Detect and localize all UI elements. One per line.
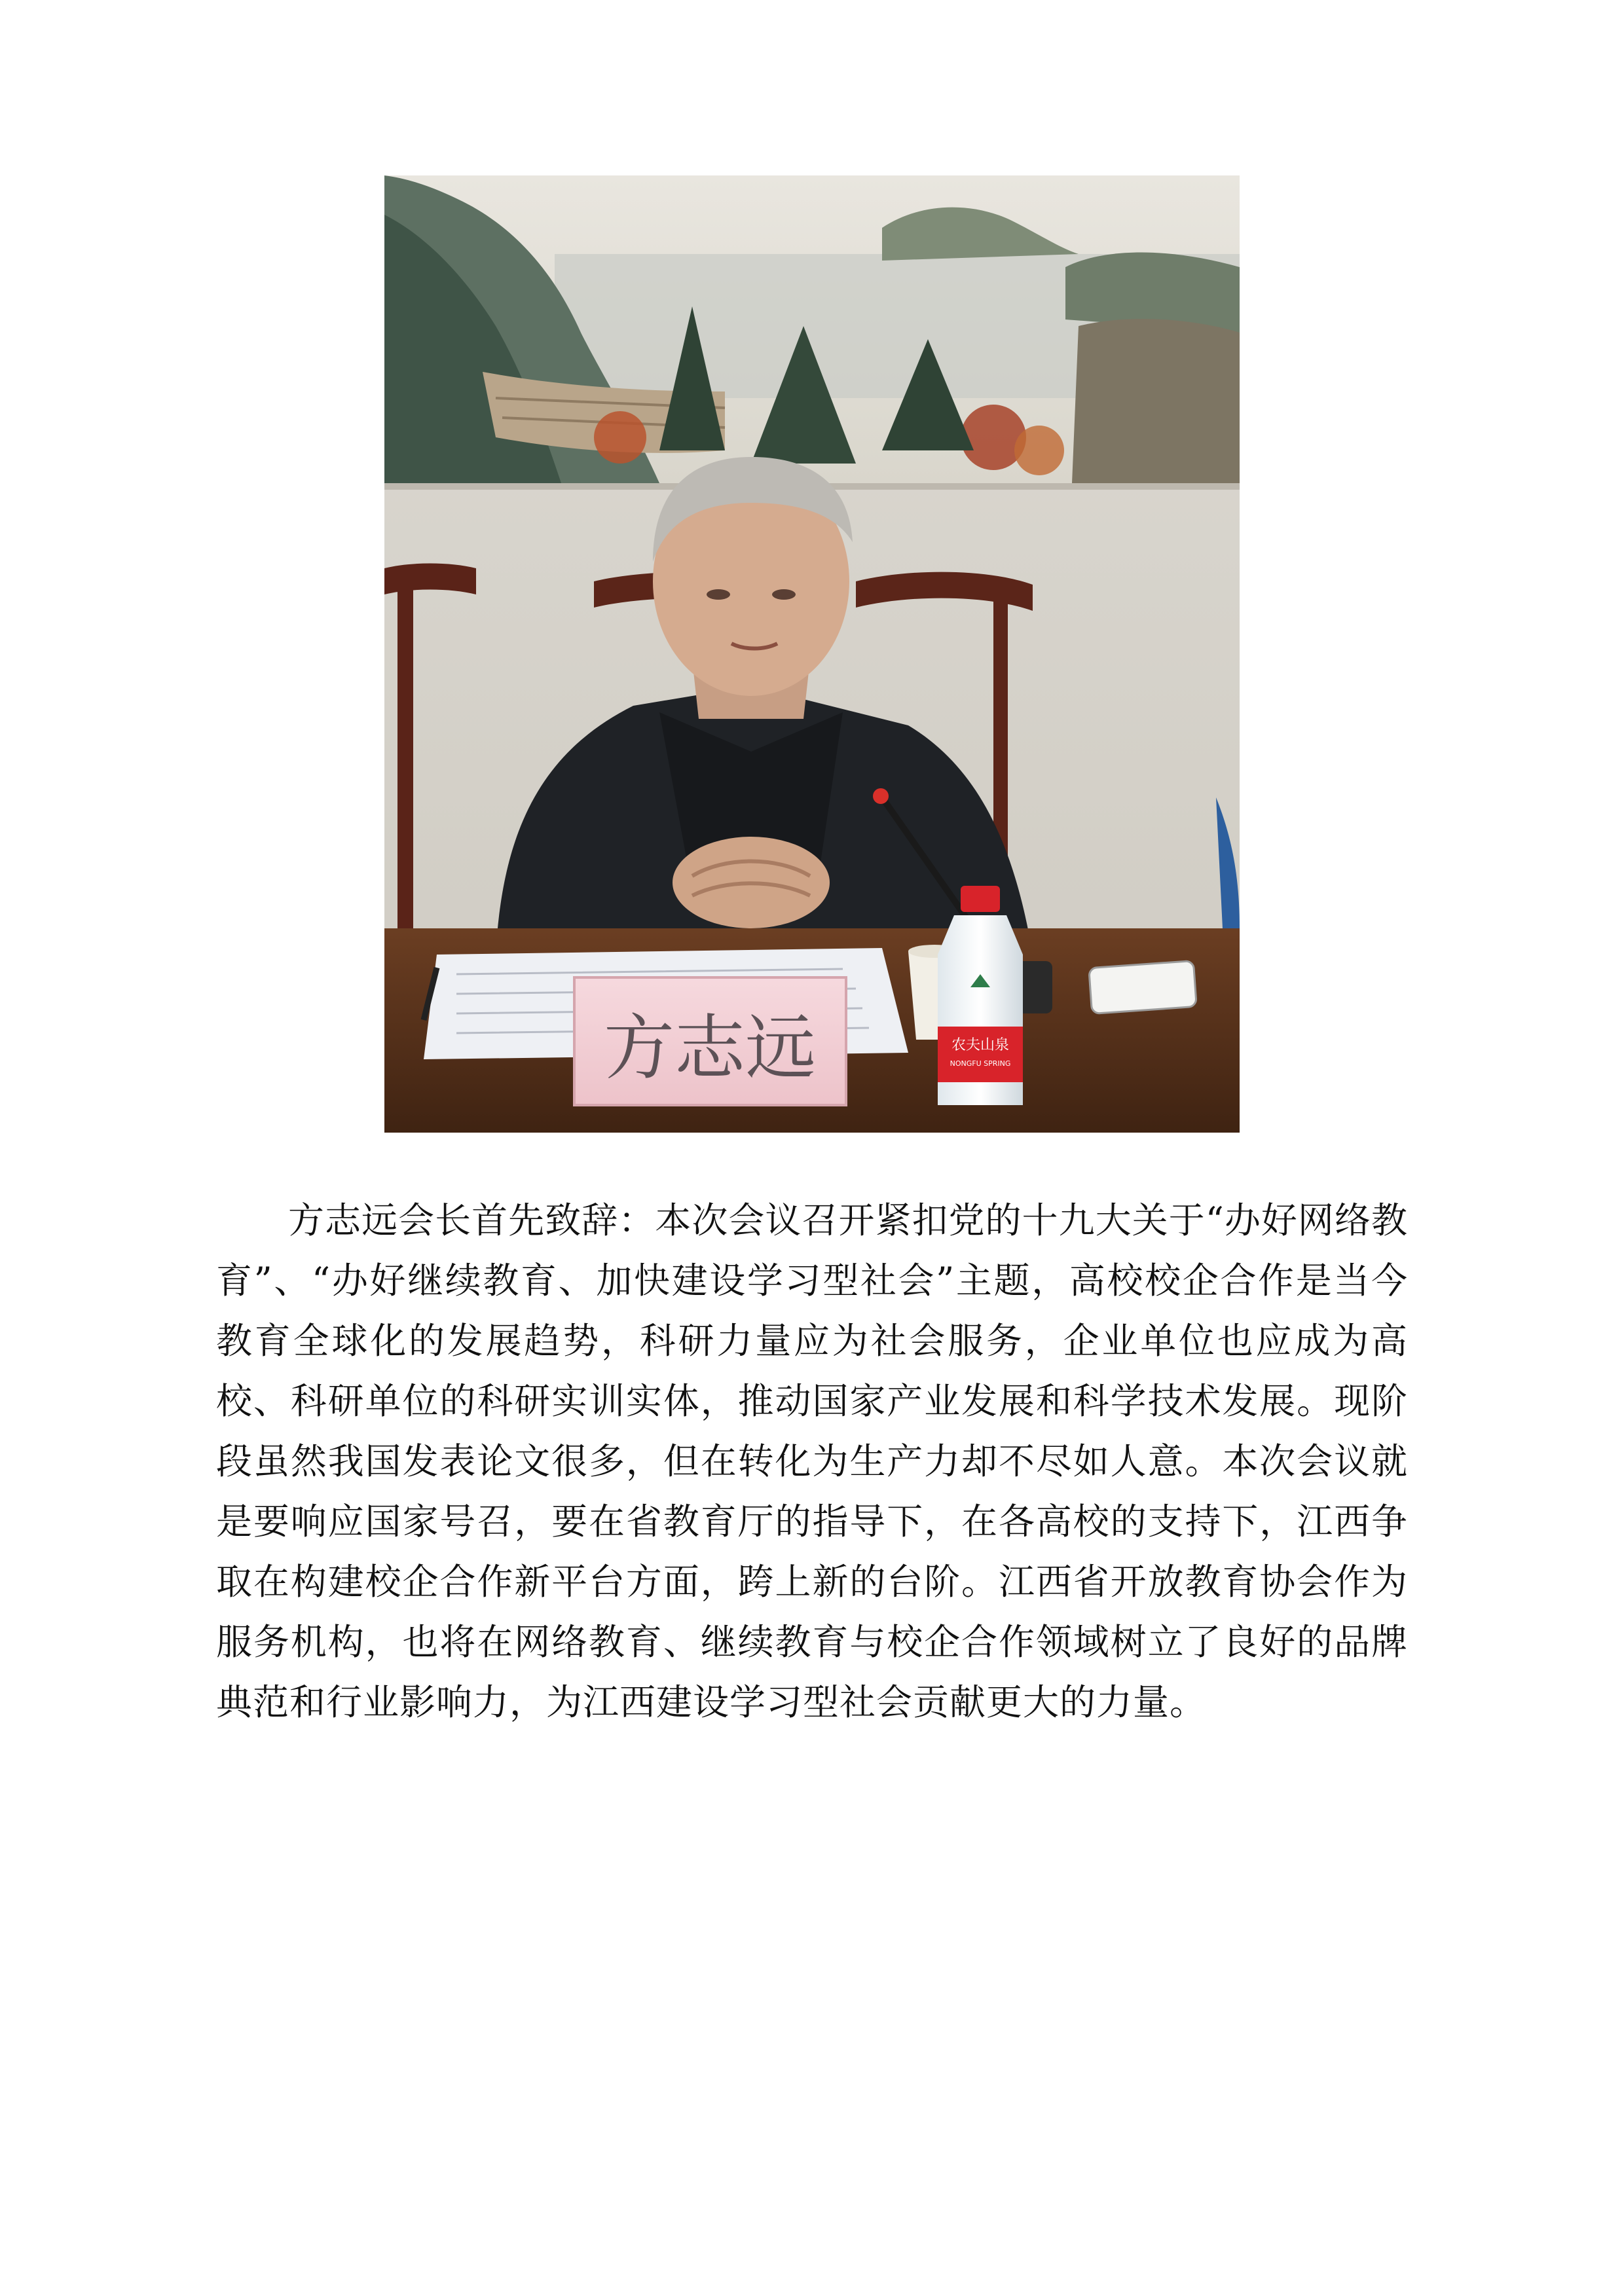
bottle-brand-label: 农夫山泉 — [951, 1037, 1010, 1053]
meeting-photo-illustration — [384, 175, 1240, 1133]
article-paragraph: 方志远会长首先致辞：本次会议召开紧扣党的十九大关于“办好网络教育”、“办好继续教育、加快建设学习型社会”主题，高校校企合作是当今教育全球化的发展趋势，科研力量应为社会服务，企业单位也应成为高校、科研单位的科研实训实体，推动国家产业发展和科学技术发展。现阶段虽然我国发表论文很多，但在转化为生产力却不尽如人意。本次会议就是要响应国家号召，要在省教育厅的指导下，在各高校的支持下，江西争取在构建校企合作新平台方面，跨上新的台阶。江西省开放教育协会作为服务机构，也将在网络教育、继续教育与校企合作领域树立了良好的品牌典范和行业影响力，为江西建设学习型社会贡献更大的力量。 — [216, 1199, 1408, 1723]
bottle-brand-en-label: NONGFU SPRING — [950, 1059, 1011, 1068]
nameplate-label: 方志远 — [603, 1008, 817, 1089]
meeting-photo — [384, 175, 1240, 1133]
